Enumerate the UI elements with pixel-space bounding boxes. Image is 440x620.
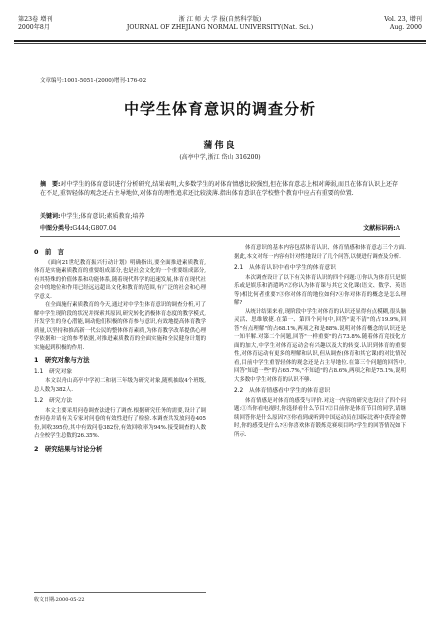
abstract (40, 180, 400, 198)
footnote: 收文日期:2000-05-22 (34, 592, 206, 603)
section-heading: 1 研究对象与方法 (34, 356, 90, 364)
abstract-text: 对中学生的体育意识进行分析研究,结果表明,大多数学生的对体育情感比较强烈,但在体育意志上相对薄弱,而且在体育认识上还存在不足,重智轻体的观念还占主导地位,对体育的理性追求还比较淡薄.指出体育意识在学校整个教育中应占有重要的位置. (40, 181, 399, 198)
paragraph: 本文以舟山高亭中学初二和初三年级为研究对象,随机抽取4个班级,总人数为382人. (34, 378, 206, 393)
section-heading: 2 研究结果与讨论分析 (34, 444, 103, 453)
paragraph: 《面向21世纪教育振兴行动计划》明确指出,要全面推进素质教育,体育是实施素质教育的重要组成部分,也是社会文化的一个重要组成部分,有其特殊的价值体系和功能体系,随着现代科学的迅速发展,体育在现代社会中的地位和作用已经远远超出文化和教育的范围,有广泛的社会和心理学意义. (34, 259, 206, 300)
doc-code (363, 223, 400, 232)
abstract-label: 摘 要: (40, 181, 61, 188)
paper-title: 中学生体育意识的调查分析 (123, 100, 316, 118)
issue-date: 2000年8月 (18, 24, 51, 31)
author-name: 蒲伟良 (203, 141, 237, 151)
section-heading: 0 前 言 (34, 248, 65, 256)
journal-name-en: JOURNAL OF ZHEJIANG NORMAL UNIVERSITY(Nat. Sci.) (126, 24, 314, 31)
header-rule-thin (14, 43, 426, 44)
left-column (34, 244, 206, 455)
paragraph: 本文主要采用问卷调查法进行了调查.根据研究任务的需要,设计了调查问卷并请有关专家对问卷的有效性进行了检验.本调查共发放问卷405份,回收395份,其中有效问卷382份,有效回收率为94%.接受调查的人数占全校学生总数的26.35%. (34, 407, 206, 439)
doc-code-label: 文献标识码: (363, 225, 396, 232)
volume-en: Vol. 23, 增刊 (384, 16, 422, 23)
clc-label: 中图分类号: (40, 225, 73, 232)
section-heading: 1.2 研究方法 (34, 398, 73, 404)
keywords (40, 211, 400, 220)
header-center (14, 16, 426, 32)
journal-name-cn: 浙 江 师 大 学 报(自然科学版) (178, 16, 262, 23)
volume-label: 第23卷 增刊 (18, 16, 53, 23)
abstract-divider (40, 236, 400, 237)
paragraph: 本次调查设计了以下有关体育认识的四个问题:①你认为体育只是娱乐或是娱乐和消遣吗?②你认为体育课与其它文化课(语文、数学、英语等)相比何者重要?③你对体育的地位如何?④你对体育的概念是怎么理解? (234, 274, 406, 306)
keywords-label: 关键词: (40, 213, 61, 220)
running-header (14, 10, 426, 40)
header-rule-thick (14, 40, 426, 42)
classification (40, 223, 400, 232)
doc-code-value: A (395, 225, 400, 232)
keywords-text: 中学生;体育意识;素质教育;培养 (60, 213, 145, 220)
paragraph: 在全面施行素质教育的今天,通过对中学生体育意识的调查分析,可了解中学生现阶段的状况并探索其原因,研究转化消极体育态度的教学模式,开发学生的身心潜能,调动他们积极的体育参与意识,有效地提高体育教学质量,以坚持和推高新一代公民的整体体育素质,为体育教学改革提供心理学依据和一定的参考依据,对推进素质教育的全面实施和全民健身计划的实施起到积极的作用. (34, 302, 206, 351)
paragraph: 体育情感是对体育的感受与评价.对这一内容的研究也设计了四个问题:①当你看电视时,你选择看什么节目?②目前你是体育节目的同学,请继续回答你是什么原因?③你看到或听到中国运动员在国际比赛中获得金牌时,你的感受是什么?④你喜欢体育锻炼竞赛项目吗?学生的回答情况如下所示. (234, 397, 406, 438)
section-heading: 2.2 从体育情感看中学生的体育意识 (234, 388, 331, 394)
header-right (384, 16, 422, 32)
clc-code: G444;G807.04 (72, 225, 117, 232)
section-heading: 1.1 研究对象 (34, 368, 73, 375)
article-number: 文章编号:1001-5051-(2000)增刊-176-02 (40, 78, 147, 84)
paragraph: 从统计结果来看,现阶段中学生对体育的认识还显得有点模糊,很头脑灵活、思维敏捷.在第一、第四个问句中,回答"说不清"的占19.9%,回答"有点理解"的占68.1%,两项之和是88%.说明对体育概念的认识还是一知半解.对第二个问题,回答"一样重要"的占73.8%.随着体育竞技化方面的加大,中学生对体育运动会有兴趣以及大的转变.认识到体育的重要性,对体育运动有更多的理解和认识,但从调查(体育和其它课)的对比情况看,目前中学生重智轻体的观念还是占主导地位.在第三个问题的回答中,回答"知道一些"的占65.7%,"不知道"的占8.6%,两项之和是75.1%,说明大多数中学生对体育的认识不够. (234, 308, 406, 383)
right-column (234, 244, 406, 439)
paragraph: 体育意识的基本内容包括体育认识、体育情感和体育意志三个方面.据此,本文对每一内容有针对性地设计了几个问答,以便进行调查及分析. (234, 245, 406, 260)
issue-date-en: Aug. 2000 (389, 24, 422, 31)
author-affiliation: (高亭中学,浙江 岱山 316200) (179, 154, 261, 161)
section-heading: 2.1 从体育认识中看中学生的体育意识 (234, 265, 336, 271)
